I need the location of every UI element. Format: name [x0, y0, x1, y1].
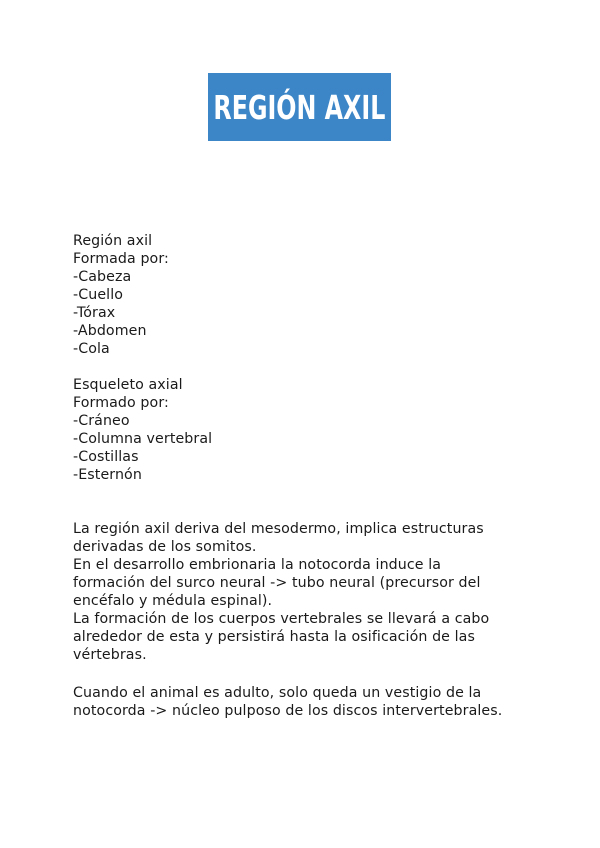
- page-title: REGIÓN AXIL: [213, 87, 386, 127]
- list-subheading: Formado por:: [73, 395, 169, 411]
- paragraph-line: La formación de los cuerpos vertebrales se llevará a cabo: [73, 611, 490, 627]
- list-subheading: Formada por:: [73, 251, 169, 267]
- adult-paragraph: [73, 684, 502, 720]
- paragraph-line: La región axil deriva del mesodermo, implica estructuras: [73, 521, 484, 537]
- title-banner: [208, 73, 391, 141]
- paragraph-line: notocorda -> núcleo pulposo de los discos intervertebrales.: [73, 703, 503, 719]
- paragraph-line: derivadas de los somitos.: [73, 539, 257, 555]
- list-item: -Abdomen: [73, 323, 147, 339]
- region-axil-list: [73, 232, 169, 358]
- development-paragraph: [73, 520, 489, 664]
- list-heading: Región axil: [73, 233, 153, 249]
- paragraph-line: formación del surco neural -> tubo neural (precursor del: [73, 575, 481, 591]
- paragraph-line: Cuando el animal es adulto, solo queda un vestigio de la: [73, 685, 482, 701]
- paragraph-line: alrededor de esta y persistirá hasta la osificación de las: [73, 629, 475, 645]
- list-item: -Cuello: [73, 287, 124, 303]
- list-heading: Esqueleto axial: [73, 377, 183, 393]
- list-item: -Cabeza: [73, 269, 132, 285]
- list-item: -Costillas: [73, 449, 139, 465]
- esqueleto-axial-list: [73, 376, 212, 484]
- paragraph-line: encéfalo y médula espinal).: [73, 593, 273, 609]
- list-item: -Columna vertebral: [73, 431, 213, 447]
- paragraph-line: En el desarrollo embrionaria la notocorda induce la: [73, 557, 442, 573]
- list-item: -Cola: [73, 341, 110, 357]
- list-item: -Esternón: [73, 467, 142, 483]
- paragraph-line: vértebras.: [73, 647, 147, 663]
- list-item: -Cráneo: [73, 413, 130, 429]
- list-item: -Tórax: [73, 305, 116, 321]
